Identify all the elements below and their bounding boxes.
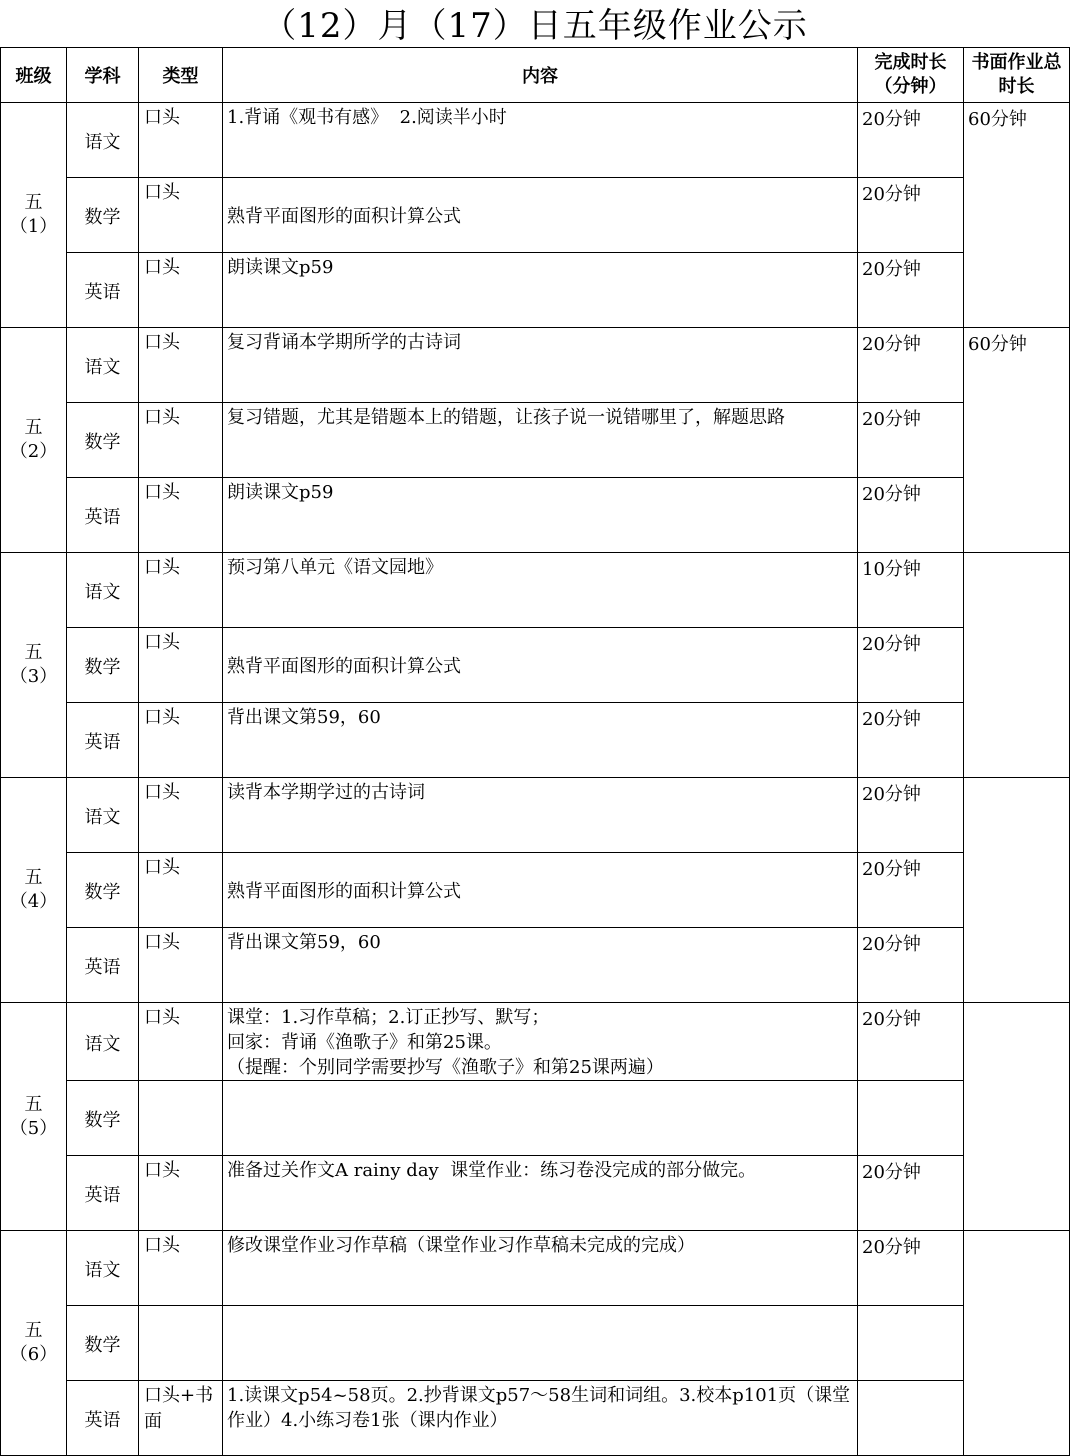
duration-cell: 20分钟	[858, 178, 964, 253]
duration-cell: 20分钟	[858, 478, 964, 553]
subject-cell: 语文	[67, 1003, 139, 1081]
header-total: 书面作业总时长	[964, 48, 1070, 103]
content-cell: 复习错题，尤其是错题本上的错题，让孩子说一说错哪里了，解题思路	[223, 403, 858, 478]
content-cell: 1.背诵《观书有感》 2.阅读半小时	[223, 103, 858, 178]
class-name-cell: 五 （4）	[1, 778, 67, 1003]
subject-cell: 英语	[67, 928, 139, 1003]
content-cell: 1.读课文p54~58页。2.抄背课文p57～58生词和词组。3.校本p101页（课堂作业）4.小练习卷1张（课内作业）	[223, 1381, 858, 1456]
header-content: 内容	[223, 48, 858, 103]
total-time-cell	[964, 1231, 1070, 1456]
type-cell: 口头	[139, 1156, 223, 1231]
table-row	[1, 253, 1070, 328]
subject-cell: 数学	[67, 628, 139, 703]
class-name-cell: 五 （3）	[1, 553, 67, 778]
duration-cell: 20分钟	[858, 853, 964, 928]
duration-cell: 20分钟	[858, 1231, 964, 1306]
type-cell	[139, 1081, 223, 1156]
table-body	[1, 103, 1070, 1456]
type-cell: 口头	[139, 178, 223, 253]
content-cell: 背出课文第59，60	[223, 703, 858, 778]
total-time-cell	[964, 778, 1070, 1003]
table-row	[1, 1231, 1070, 1306]
class-name-cell: 五 （2）	[1, 328, 67, 553]
duration-cell: 20分钟	[858, 1003, 964, 1081]
duration-cell: 20分钟	[858, 253, 964, 328]
table-row	[1, 1156, 1070, 1231]
duration-cell: 20分钟	[858, 403, 964, 478]
content-cell	[223, 1306, 858, 1381]
total-time-cell	[964, 1003, 1070, 1231]
header-type: 类型	[139, 48, 223, 103]
table-row	[1, 1381, 1070, 1456]
content-cell: 准备过关作文A rainy day 课堂作业：练习卷没完成的部分做完。	[223, 1156, 858, 1231]
table-row	[1, 103, 1070, 178]
subject-cell: 数学	[67, 1306, 139, 1381]
table-row	[1, 1081, 1070, 1156]
duration-cell: 20分钟	[858, 778, 964, 853]
type-cell: 口头	[139, 553, 223, 628]
subject-cell: 语文	[67, 553, 139, 628]
duration-cell: 20分钟	[858, 928, 964, 1003]
type-cell: 口头	[139, 1231, 223, 1306]
subject-cell: 数学	[67, 1081, 139, 1156]
subject-cell: 语文	[67, 103, 139, 178]
table-row	[1, 1306, 1070, 1381]
type-cell: 口头	[139, 628, 223, 703]
table-row	[1, 778, 1070, 853]
duration-cell: 20分钟	[858, 1156, 964, 1231]
total-time-cell	[964, 553, 1070, 778]
duration-cell: 20分钟	[858, 628, 964, 703]
duration-cell: 20分钟	[858, 328, 964, 403]
header-class: 班级	[1, 48, 67, 103]
type-cell: 口头	[139, 778, 223, 853]
total-time-cell: 60分钟	[964, 328, 1070, 553]
subject-cell: 英语	[67, 703, 139, 778]
table-row	[1, 328, 1070, 403]
type-cell: 口头	[139, 703, 223, 778]
content-cell	[223, 1081, 858, 1156]
table-row	[1, 178, 1070, 253]
type-cell: 口头	[139, 253, 223, 328]
duration-cell	[858, 1081, 964, 1156]
content-cell: 复习背诵本学期所学的古诗词	[223, 328, 858, 403]
total-time-cell: 60分钟	[964, 103, 1070, 328]
type-cell: 口头	[139, 928, 223, 1003]
duration-cell: 20分钟	[858, 103, 964, 178]
content-cell: 读背本学期学过的古诗词	[223, 778, 858, 853]
subject-cell: 英语	[67, 1381, 139, 1456]
subject-cell: 数学	[67, 403, 139, 478]
type-cell: 口头+书面	[139, 1381, 223, 1456]
type-cell: 口头	[139, 328, 223, 403]
header-duration: 完成时长（分钟）	[858, 48, 964, 103]
class-name-cell: 五 （6）	[1, 1231, 67, 1456]
subject-cell: 语文	[67, 778, 139, 853]
type-cell: 口头	[139, 103, 223, 178]
content-cell: 朗读课文p59	[223, 253, 858, 328]
type-cell	[139, 1306, 223, 1381]
subject-cell: 英语	[67, 478, 139, 553]
content-cell: 课堂：1.习作草稿；2.订正抄写、默写； 回家：背诵《渔歌子》和第25课。 （提醒：个别同学需要抄写《渔歌子》和第25课两遍）	[223, 1003, 858, 1081]
subject-cell: 数学	[67, 853, 139, 928]
content-cell: 预习第八单元《语文园地》	[223, 553, 858, 628]
type-cell: 口头	[139, 853, 223, 928]
table-row	[1, 478, 1070, 553]
content-cell: 熟背平面图形的面积计算公式	[223, 853, 858, 928]
type-cell: 口头	[139, 403, 223, 478]
content-cell: 朗读课文p59	[223, 478, 858, 553]
table-row	[1, 628, 1070, 703]
page-title: （12）月（17）日五年级作业公示	[262, 6, 808, 46]
table-row	[1, 703, 1070, 778]
subject-cell: 英语	[67, 253, 139, 328]
header-row	[1, 48, 1070, 103]
duration-cell: 20分钟	[858, 703, 964, 778]
duration-cell	[858, 1381, 964, 1456]
duration-cell: 10分钟	[858, 553, 964, 628]
table-row	[1, 1003, 1070, 1081]
type-cell: 口头	[139, 1003, 223, 1081]
subject-cell: 语文	[67, 1231, 139, 1306]
content-cell: 熟背平面图形的面积计算公式	[223, 178, 858, 253]
table-row	[1, 928, 1070, 1003]
table-row	[1, 853, 1070, 928]
content-cell: 修改课堂作业习作草稿（课堂作业习作草稿未完成的完成）	[223, 1231, 858, 1306]
subject-cell: 英语	[67, 1156, 139, 1231]
content-cell: 熟背平面图形的面积计算公式	[223, 628, 858, 703]
class-name-cell: 五 （1）	[1, 103, 67, 328]
content-cell: 背出课文第59，60	[223, 928, 858, 1003]
subject-cell: 数学	[67, 178, 139, 253]
table-row	[1, 403, 1070, 478]
subject-cell: 语文	[67, 328, 139, 403]
duration-cell	[858, 1306, 964, 1381]
header-subject: 学科	[67, 48, 139, 103]
class-name-cell: 五 （5）	[1, 1003, 67, 1231]
type-cell: 口头	[139, 478, 223, 553]
homework-table	[0, 47, 1070, 1456]
table-row	[1, 553, 1070, 628]
